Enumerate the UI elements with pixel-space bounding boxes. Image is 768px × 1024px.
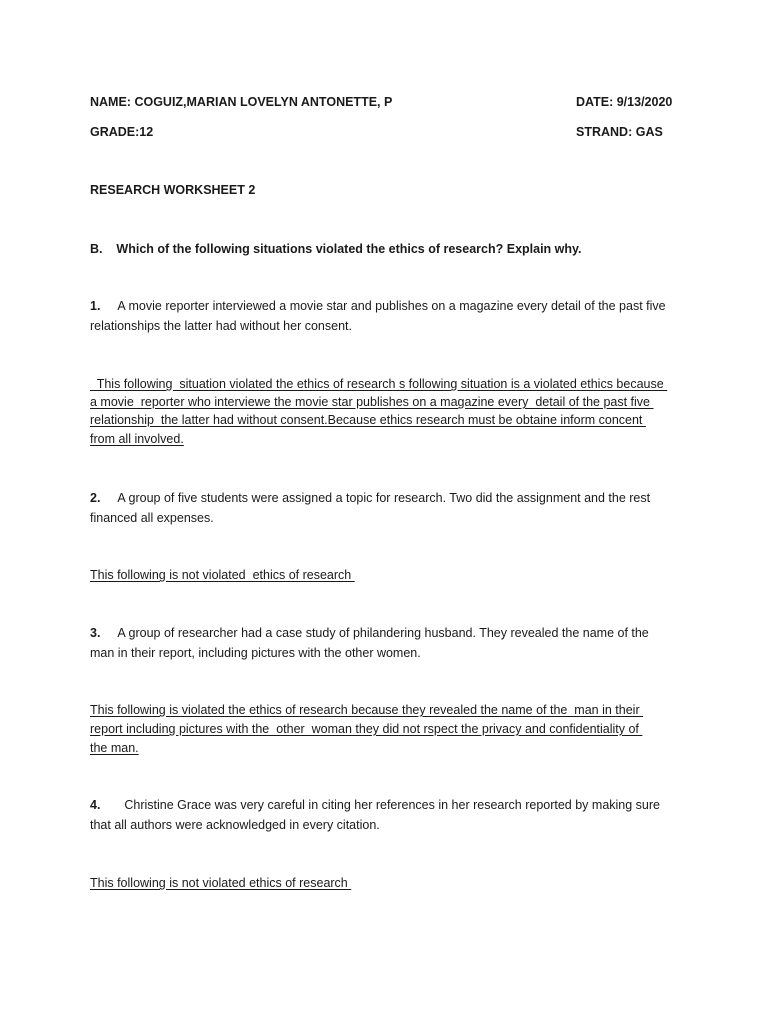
instruction [90,239,582,259]
worksheet-date: DATE: 9/13/2020 [576,95,673,109]
instruction-label: B. [90,242,103,256]
answer-3-line-3: the man. [90,741,139,755]
question-2-text-1: A group of five students were assigned a topic for research. Two did the assignment and the rest [117,491,651,505]
question-1-line-2: relationships the latter had without her consent. [90,319,352,333]
question-3-text-1: A group of researcher had a case study of philandering husband. They revealed the name of the [117,626,649,640]
answer-2-line-1: This following is not violated ethics of research [90,568,355,582]
question-4-line-1 [90,795,660,815]
question-2-number: 2. [90,491,101,505]
question-3-line-1 [90,623,649,643]
question-4-line-2: that all authors were acknowledged in every citation. [90,818,380,832]
answer-1-line-1: This following situation violated the ethics of research s following situation is a violated ethics because [90,377,668,391]
question-4-number: 4. [90,798,101,812]
question-3-number: 3. [90,626,101,640]
question-1-text-1: A movie reporter interviewed a movie star and publishes on a magazine every detail of the past five [117,299,666,313]
worksheet-title: RESEARCH WORKSHEET 2 [90,183,256,197]
question-4-text-1: Christine Grace was very careful in citing her references in her research reported by making sure [124,798,660,812]
question-2-line-2: financed all expenses. [90,511,214,525]
student-grade: GRADE:12 [90,125,154,139]
question-1-line-1 [90,296,666,316]
student-name: NAME: COGUIZ,MARIAN LOVELYN ANTONETTE, P [90,95,393,109]
answer-3-line-1: This following is violated the ethics of research because they revealed the name of the man in their [90,703,644,717]
question-1-number: 1. [90,299,101,313]
answer-1-line-2: a movie reporter who interviewe the movie star publishes on a magazine every detail of the past five [90,395,654,409]
answer-3-line-2: report including pictures with the other woman they did not rspect the privacy and confidentiality of [90,722,643,736]
answer-1-line-4: from all involved. [90,432,184,446]
student-strand: STRAND: GAS [576,125,663,139]
question-2-line-1 [90,488,650,508]
answer-1-line-3: relationship the latter had without consent.Because ethics research must be obtaine inform concent [90,413,646,427]
question-3-line-2: man in their report, including pictures with the other women. [90,646,421,660]
instruction-text: Which of the following situations violated the ethics of research? Explain why. [116,242,582,256]
answer-4-line-1: This following is not violated ethics of research [90,876,352,890]
